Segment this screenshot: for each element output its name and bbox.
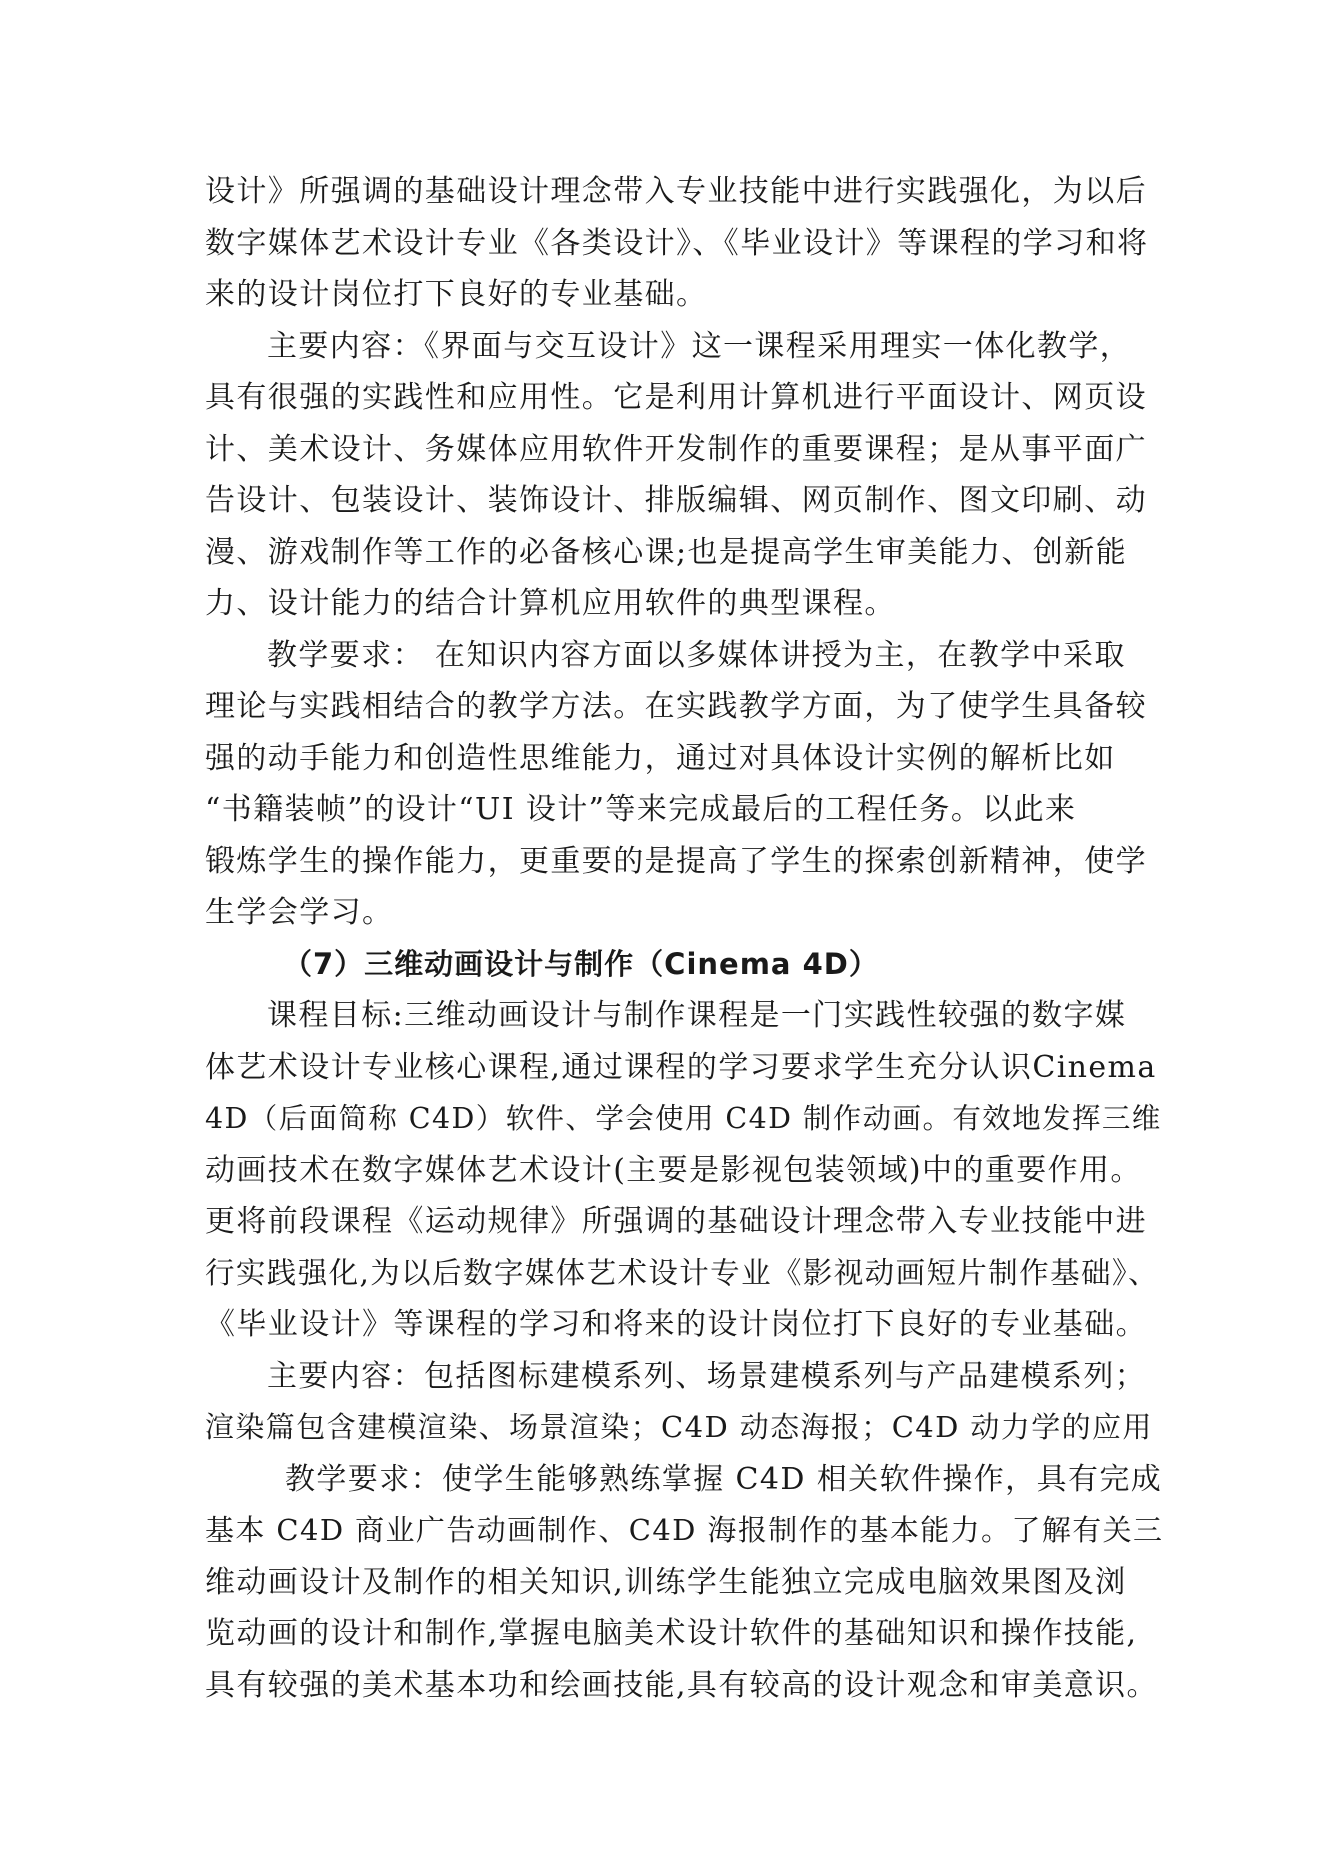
text-line: 具有较强的美术基本功和绘画技能,具有较高的设计观念和审美意识。 xyxy=(205,1667,1158,1703)
text-line: 告设计、包装设计、装饰设计、排版编辑、网页制作、图文印刷、动 xyxy=(205,483,1147,518)
text-line: 《毕业设计》等课程的学习和将来的设计岗位打下良好的专业基础。 xyxy=(205,1307,1147,1342)
text-line: 理论与实践相结合的教学方法。在实践教学方面，为了使学生具备较 xyxy=(205,689,1147,724)
text-line: 计、美术设计、务媒体应用软件开发制作的重要课程；是从事平面广 xyxy=(205,431,1147,467)
text-line: 强的动手能力和创造性思维能力，通过对具体设计实例的解析比如 xyxy=(205,740,1116,776)
paragraph-teaching-requirements xyxy=(205,630,1165,939)
text-line: 基本 C4D 商业广告动画制作、C4D 海报制作的基本能力。了解有关三 xyxy=(205,1513,1164,1547)
paragraph-section-teaching-requirements xyxy=(205,1454,1165,1712)
text-line: 设计》所强调的基础设计理念带入专业技能中进行实践强化，为以后 xyxy=(205,174,1147,209)
text-line: 锻炼学生的操作能力，更重要的是提高了学生的探索创新精神，使学 xyxy=(205,843,1147,879)
paragraph-main-content xyxy=(205,321,1165,630)
text-line: 动画技术在数字媒体艺术设计(主要是影视包装领域)中的重要作用。 xyxy=(205,1152,1142,1188)
paragraph-course-objectives xyxy=(205,990,1165,1351)
text-line: 具有很强的实践性和应用性。它是利用计算机进行平面设计、网页设 xyxy=(205,380,1147,415)
text-line: 维动画设计及制作的相关知识,训练学生能独立完成电脑效果图及浏 xyxy=(205,1564,1127,1600)
text-line: 漫、游戏制作等工作的必备核心课;也是提高学生审美能力、创新能 xyxy=(205,534,1128,570)
text-line: 生学会学习。 xyxy=(205,895,394,930)
text-line: 览动画的设计和制作,掌握电脑美术设计软件的基础知识和操作技能, xyxy=(205,1616,1138,1651)
text-line: 主要内容：包括图标建模系列、场景建模系列与产品建模系列； xyxy=(267,1358,1147,1394)
text-line: 渲染篇包含建模渲染、场景渲染；C4D 动态海报；C4D 动力学的应用 xyxy=(205,1410,1153,1444)
text-line: 力、设计能力的结合计算机应用软件的典型课程。 xyxy=(205,586,896,621)
section-heading: （7）三维动画设计与制作（Cinema 4D） xyxy=(283,946,879,981)
text-line: 课程目标:三维动画设计与制作课程是一门实践性较强的数字媒 xyxy=(267,998,1127,1033)
text-line: 教学要求： 在知识内容方面以多媒体讲授为主，在教学中采取 xyxy=(267,637,1126,673)
text-line: 来的设计岗位打下良好的专业基础。 xyxy=(205,277,708,312)
paragraph-continuation xyxy=(205,166,1165,321)
text-line: 4D（后面简称 C4D）软件、学会使用 C4D 制作动画。有效地发挥三维 xyxy=(205,1102,1162,1135)
text-line: 主要内容：《界面与交互设计》这一课程采用理实一体化教学， xyxy=(267,328,1132,364)
text-line: 体艺术设计专业核心课程,通过课程的学习要求学生充分认识Cinema xyxy=(205,1049,1157,1085)
text-line: “书籍装帧”的设计“UI 设计”等来完成最后的工程任务。以此来 xyxy=(205,792,1077,827)
text-line: 教学要求：使学生能够熟练掌握 C4D 相关软件操作，具有完成 xyxy=(285,1461,1163,1497)
text-line: 行实践强化,为以后数字媒体艺术设计专业《影视动画短片制作基础》、 xyxy=(205,1255,1159,1290)
document-body xyxy=(205,166,1165,1711)
paragraph-section-main-content xyxy=(205,1351,1165,1454)
text-line: 数字媒体艺术设计专业《各类设计》、《毕业设计》等课程的学习和将 xyxy=(205,225,1149,261)
text-line: 更将前段课程《运动规律》所强调的基础设计理念带入专业技能中进 xyxy=(205,1204,1147,1239)
